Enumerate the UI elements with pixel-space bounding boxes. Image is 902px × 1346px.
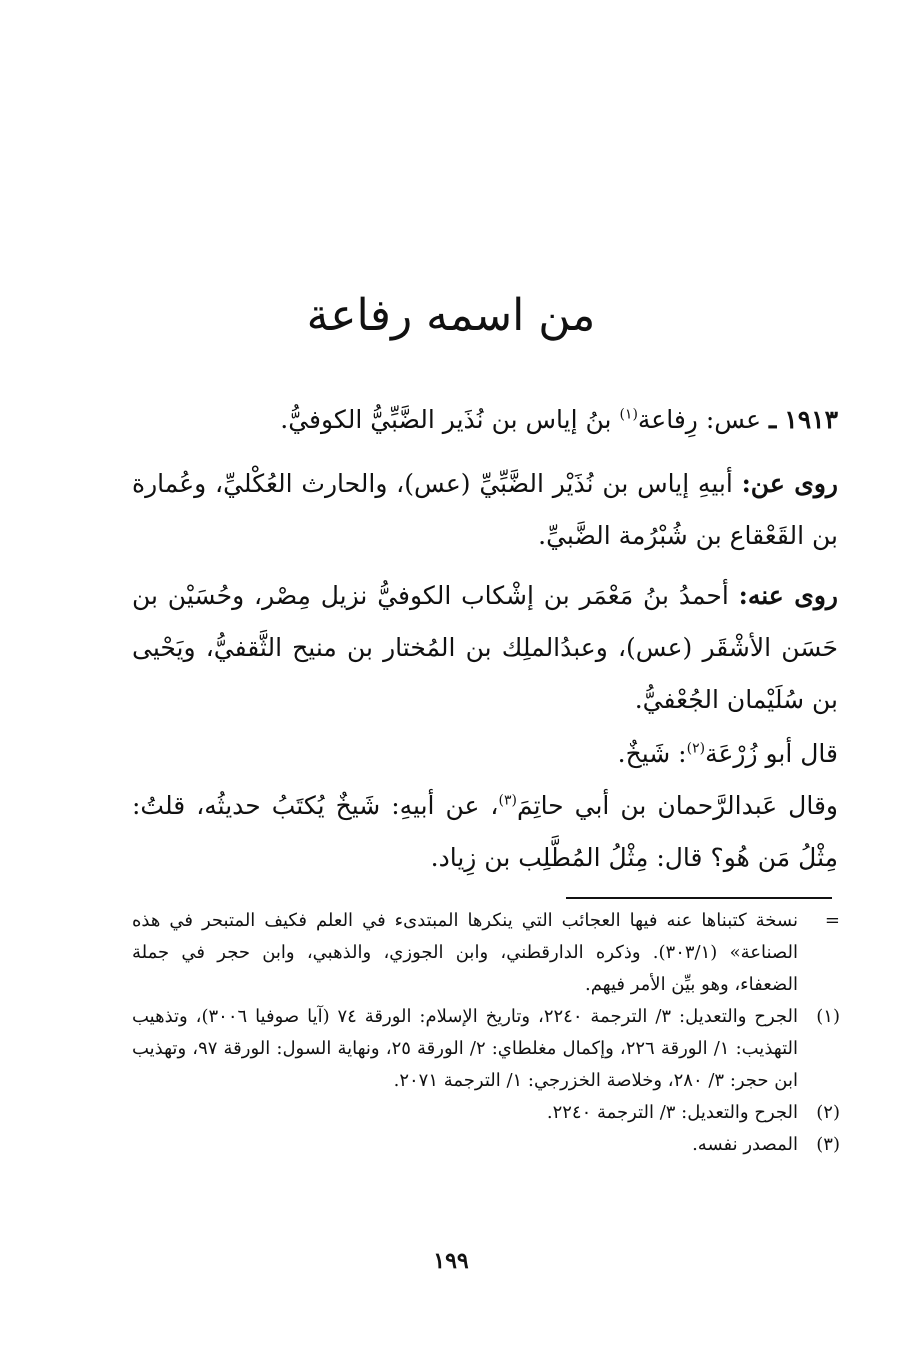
footnote-ref-3: (٣) — [498, 792, 517, 809]
footnote-text: الجرح والتعديل: ٣/ الترجمة ٢٢٤٠، وتاريخ الإسلام: الورقة ٧٤ (آيا صوفيا ٣٠٠٦)، وتذهيب التهذيب: ١/ الورقة ٢٢٦، وإكمال مغلطاي: ٢/ الورقة ٢٥، ونهاية السول: الورقة ٩٧، وتهذيب ابن حجر: ٣/ ٢٨٠، وخلاصة الخزرجي: ١/ الترجمة ٢٠٧١. — [132, 1006, 799, 1091]
section-title: من اسمه رفاعة — [306, 290, 596, 341]
footnotes — [132, 905, 840, 1161]
quote1-text-b: : شَيخٌ. — [617, 739, 687, 768]
students-text: أحمدُ بنُ مَعْمَر بن إشْكاب الكوفيُّ نزيل مِصْر، وحُسَيْن بن حَسَن الأشْقَر (عس)، وعبدُالملِك بن المُختار بن منيح الثَّقفيُّ، ويَحْيى بن سُلَيْمان الجُعْفيُّ. — [132, 581, 838, 714]
quote-abu-zura — [132, 728, 838, 780]
entry-name-rest: بنُ إياس بن نُذَير الضَّبِّيُّ الكوفيُّ. — [280, 405, 612, 434]
students-label: روى عنه: — [738, 581, 838, 610]
quote1-text-a: قال أبو زُرْعَة — [705, 739, 838, 768]
footnote-separator — [566, 897, 832, 899]
entry-number: ١٩١٣ — [784, 405, 838, 434]
footnote-text: المصدر نفسه. — [692, 1134, 798, 1155]
teachers-paragraph — [132, 458, 838, 562]
page-number: ١٩٩ — [433, 1248, 469, 1274]
entry-dash: ـ — [769, 405, 777, 434]
footnote-ref-1: (١) — [619, 406, 638, 423]
teachers-label: روى عن: — [741, 469, 838, 498]
quote2-text-b: ، عن أبيهِ: شَيخٌ يُكتَبُ حديثُه، قلتُ: مِثْلُ مَن هُو؟ قال: مِثْلُ المُطَّلِب بن زِياد. — [132, 791, 838, 872]
entry-symbols: عس: — [705, 405, 762, 434]
footnote-text: نسخة كتبناها عنه فيها العجائب التي ينكرها المبتدىء في العلم فكيف المتبحر في هذه الصناعة» (٣٠٣/١). وذكره الدارقطني، وابن الجوزي، والذهبي، وابن حجر في جملة الضعفاء، وهو بيِّن الأمر فيهم. — [132, 910, 798, 995]
quote2-text-a: وقال عَبدالرَّحمان بن أبي حاتِمَ — [516, 791, 838, 820]
footnote-mark: (٣) — [816, 1134, 840, 1155]
quote-ibn-abi-hatim — [132, 780, 838, 884]
entry-heading — [132, 394, 838, 446]
footnote-mark: = — [824, 910, 840, 931]
footnote-mark: (٢) — [816, 1102, 840, 1123]
footnote-mark: (١) — [816, 1006, 840, 1027]
footnote-3 — [132, 1129, 840, 1161]
footnote-ref-2: (٢) — [686, 740, 706, 757]
entry-name: رِفاعة — [637, 405, 698, 434]
footnote-continued — [132, 905, 840, 1001]
footnote-text: الجرح والتعديل: ٣/ الترجمة ٢٢٤٠. — [546, 1102, 798, 1123]
footnote-2 — [132, 1097, 840, 1129]
teachers-text: أبيهِ إياس بن نُذَيْر الضَّبِّيِّ (عس)، والحارث العُكْليِّ، وعُمارة بن القَعْقاع بن شُبْرُمة الضَّبيِّ. — [132, 469, 838, 550]
students-paragraph — [132, 570, 838, 726]
footnote-1 — [132, 1001, 840, 1097]
